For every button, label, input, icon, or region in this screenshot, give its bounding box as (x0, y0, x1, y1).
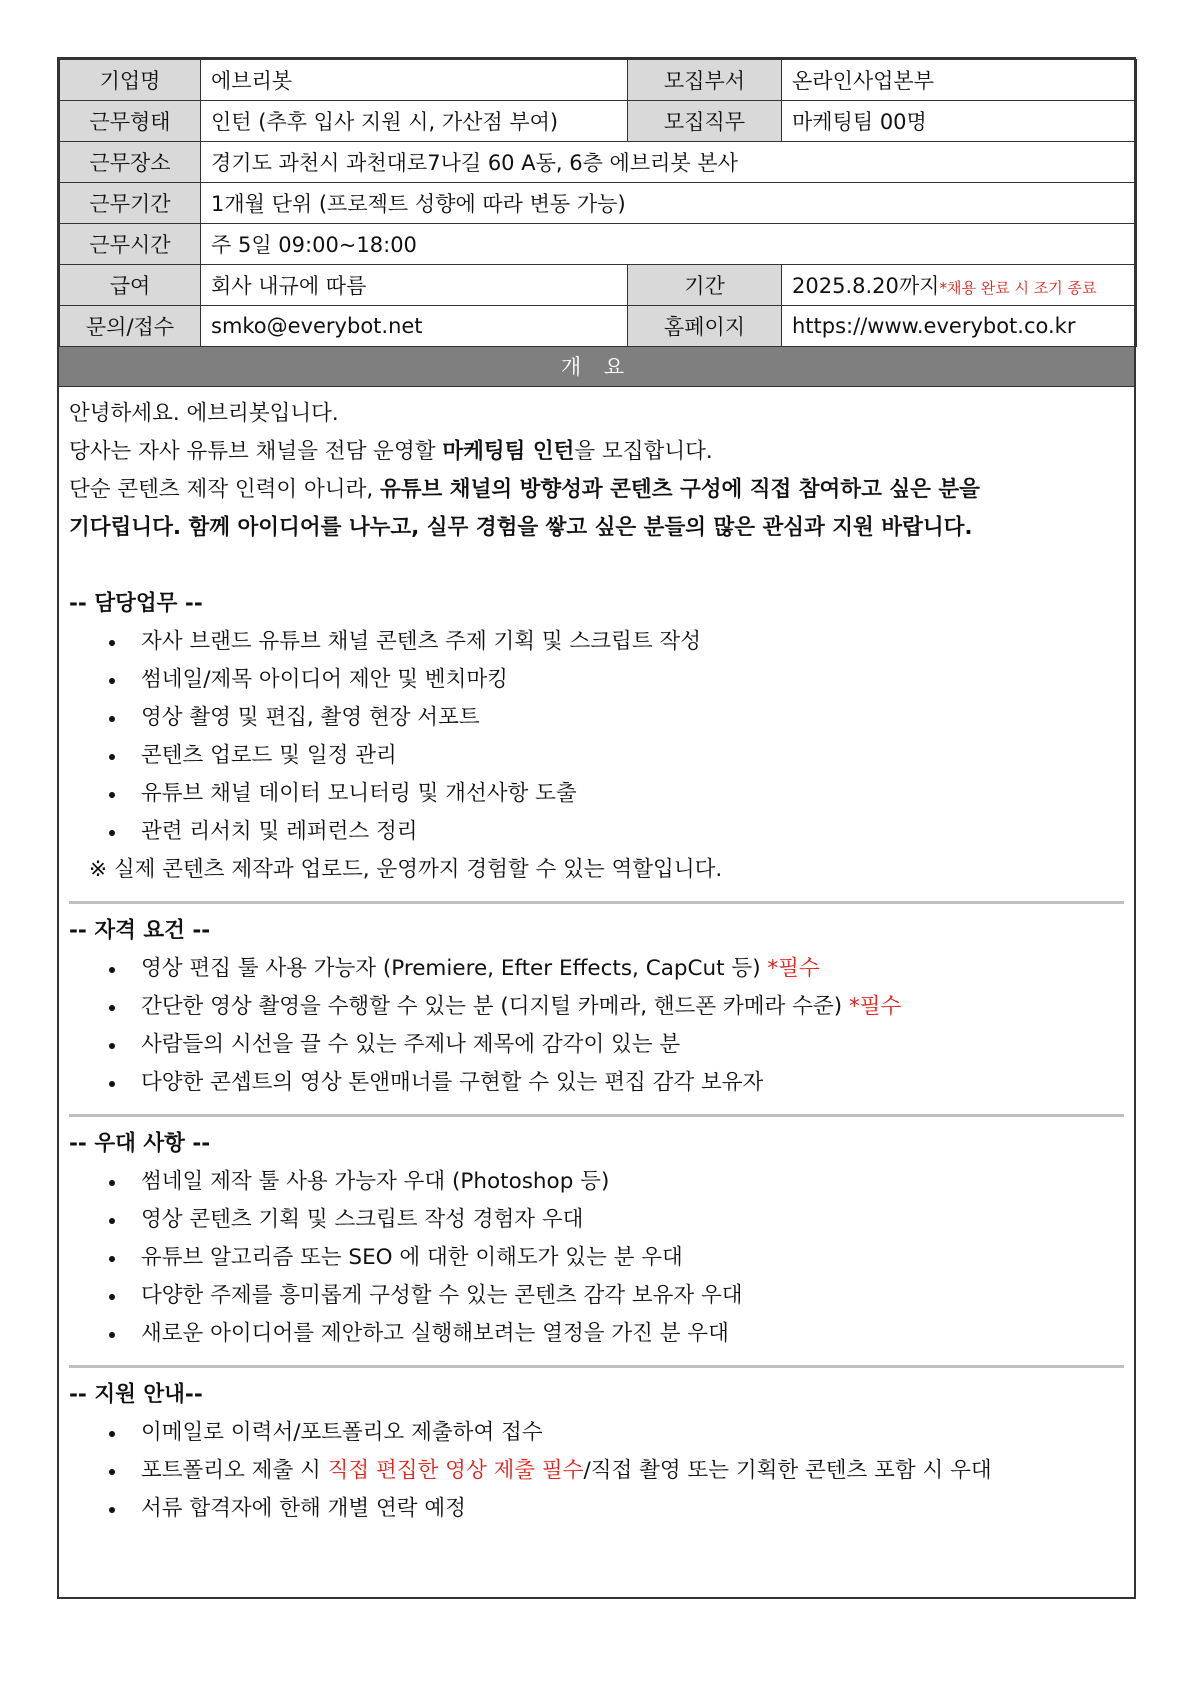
list-item: 썸네일 제작 툴 사용 가능자 우대 (Photoshop 등) (109, 1163, 1124, 1201)
divider (69, 901, 1124, 904)
required-tag: *필수 (848, 994, 902, 1019)
list-item: 다양한 주제를 흥미롭게 구성할 수 있는 콘텐츠 감각 보유자 우대 (109, 1277, 1124, 1315)
list-item: 영상 촬영 및 편집, 촬영 현장 서포트 (109, 699, 1124, 737)
table-row (60, 224, 1137, 265)
duties-section (69, 585, 1124, 889)
dept-label: 모집부서 (628, 60, 782, 101)
list-item: 썸네일/제목 아이디어 제안 및 벤치마킹 (109, 661, 1124, 699)
pay-value: 회사 내규에 따름 (201, 265, 628, 306)
apply-list (69, 1414, 1124, 1528)
list-item: 자사 브랜드 유튜브 채널 콘텐츠 주제 기획 및 스크립트 작성 (109, 623, 1124, 661)
work-hours-label: 근무시간 (60, 224, 201, 265)
summary-header: 개 요 (59, 347, 1134, 387)
apply-required-text: 직접 편집한 영상 제출 필수 (327, 1458, 584, 1483)
intro (69, 395, 1124, 547)
deadline-value: 2025.8.20까지 (792, 274, 940, 298)
table-row (60, 306, 1137, 347)
table-row (60, 101, 1137, 142)
required-tag: *필수 (767, 956, 820, 981)
contact-label: 문의/접수 (60, 306, 201, 347)
list-item: 새로운 아이디어를 제안하고 실행해보려는 열정을 가진 분 우대 (109, 1315, 1124, 1353)
intro-bold-text: 유튜브 채널의 방향성과 콘텐츠 구성에 직접 참여하고 싶은 분을 (380, 477, 980, 502)
requirement-text: 간단한 영상 촬영을 수행할 수 있는 분 (디지털 카메라, 핸드폰 카메라 수준) (141, 994, 849, 1019)
dept-value: 온라인사업본부 (782, 60, 1137, 101)
divider (69, 1365, 1124, 1368)
homepage-label: 홈페이지 (628, 306, 782, 347)
job-posting-frame (57, 57, 1136, 1599)
job-value: 마케팅팀 00명 (782, 101, 1137, 142)
intro-text: 당사는 자사 유튜브 채널을 전담 운영할 (69, 439, 443, 464)
work-place-label: 근무장소 (60, 142, 201, 183)
work-period-label: 근무기간 (60, 183, 201, 224)
preferred-list (69, 1163, 1124, 1353)
table-row (60, 183, 1137, 224)
apply-title: -- 지원 안내-- (69, 1382, 203, 1407)
requirements-list (69, 950, 1124, 1102)
list-item: 관련 리서치 및 레퍼런스 정리 (109, 813, 1124, 851)
intro-line (69, 471, 1124, 509)
company-value: 에브리봇 (201, 60, 628, 101)
list-item: 콘텐츠 업로드 및 일정 관리 (109, 737, 1124, 775)
requirements-section (69, 912, 1124, 1102)
intro-line (69, 433, 1124, 471)
preferred-title: -- 우대 사항 -- (69, 1131, 211, 1156)
intro-text: 단순 콘텐츠 제작 인력이 아니라, (69, 477, 381, 502)
apply-text: 포트폴리오 제출 시 (141, 1458, 328, 1483)
company-label: 기업명 (60, 60, 201, 101)
contact-email[interactable]: smko@everybot.net (201, 306, 628, 347)
table-row (60, 142, 1137, 183)
homepage-link[interactable]: https://www.everybot.co.kr (782, 306, 1137, 347)
list-item (109, 950, 1124, 988)
job-label: 모집직무 (628, 101, 782, 142)
pay-label: 급여 (60, 265, 201, 306)
apply-section (69, 1376, 1124, 1528)
table-row (60, 265, 1137, 306)
work-type-value: 인턴 (추후 입사 지원 시, 가산점 부여) (201, 101, 628, 142)
list-item: 이메일로 이력서/포트폴리오 제출하여 접수 (109, 1414, 1124, 1452)
intro-line: 기다립니다. 함께 아이디어를 나누고, 실무 경험을 쌓고 싶은 분들의 많은 관심과 지원 바랍니다. (69, 515, 973, 540)
preferred-section (69, 1125, 1124, 1353)
duties-list (69, 623, 1124, 851)
list-item: 다양한 콘셉트의 영상 톤앤매너를 구현할 수 있는 편집 감각 보유자 (109, 1064, 1124, 1102)
list-item: 유튜브 알고리즘 또는 SEO 에 대한 이해도가 있는 분 우대 (109, 1239, 1124, 1277)
requirements-title: -- 자격 요건 -- (69, 918, 211, 943)
work-hours-value: 주 5일 09:00~18:00 (201, 224, 1137, 265)
intro-text: 을 모집합니다. (574, 439, 713, 464)
intro-bold-text: 마케팅팀 인턴 (442, 439, 575, 464)
list-item: 영상 콘텐츠 기획 및 스크립트 작성 경험자 우대 (109, 1201, 1124, 1239)
work-period-value: 1개월 단위 (프로젝트 성향에 따라 변동 가능) (201, 183, 1137, 224)
list-item: 유튜브 채널 데이터 모니터링 및 개선사항 도출 (109, 775, 1124, 813)
deadline-label: 기간 (628, 265, 782, 306)
work-type-label: 근무형태 (60, 101, 201, 142)
deadline-cell (782, 265, 1137, 306)
deadline-note: *채용 완료 시 조기 종료 (939, 279, 1097, 297)
list-item (109, 1452, 1124, 1490)
posting-body (59, 387, 1134, 1528)
duties-title: -- 담당업무 -- (69, 591, 203, 616)
list-item: 사람들의 시선을 끌 수 있는 주제나 제목에 감각이 있는 분 (109, 1026, 1124, 1064)
divider (69, 1114, 1124, 1117)
requirement-text: 영상 편집 툴 사용 가능자 (Premiere, Efter Effects, CapCut 등) (141, 956, 768, 981)
table-row (60, 60, 1137, 101)
work-place-value: 경기도 과천시 과천대로7나길 60 A동, 6층 에브리봇 본사 (201, 142, 1137, 183)
duties-note: ※ 실제 콘텐츠 제작과 업로드, 운영까지 경험할 수 있는 역할입니다. (89, 857, 723, 882)
list-item (109, 988, 1124, 1026)
info-table (59, 59, 1137, 347)
list-item: 서류 합격자에 한해 개별 연락 예정 (109, 1490, 1124, 1528)
intro-line: 안녕하세요. 에브리봇입니다. (69, 401, 339, 426)
apply-text: /직접 촬영 또는 기획한 콘텐츠 포함 시 우대 (583, 1458, 992, 1483)
